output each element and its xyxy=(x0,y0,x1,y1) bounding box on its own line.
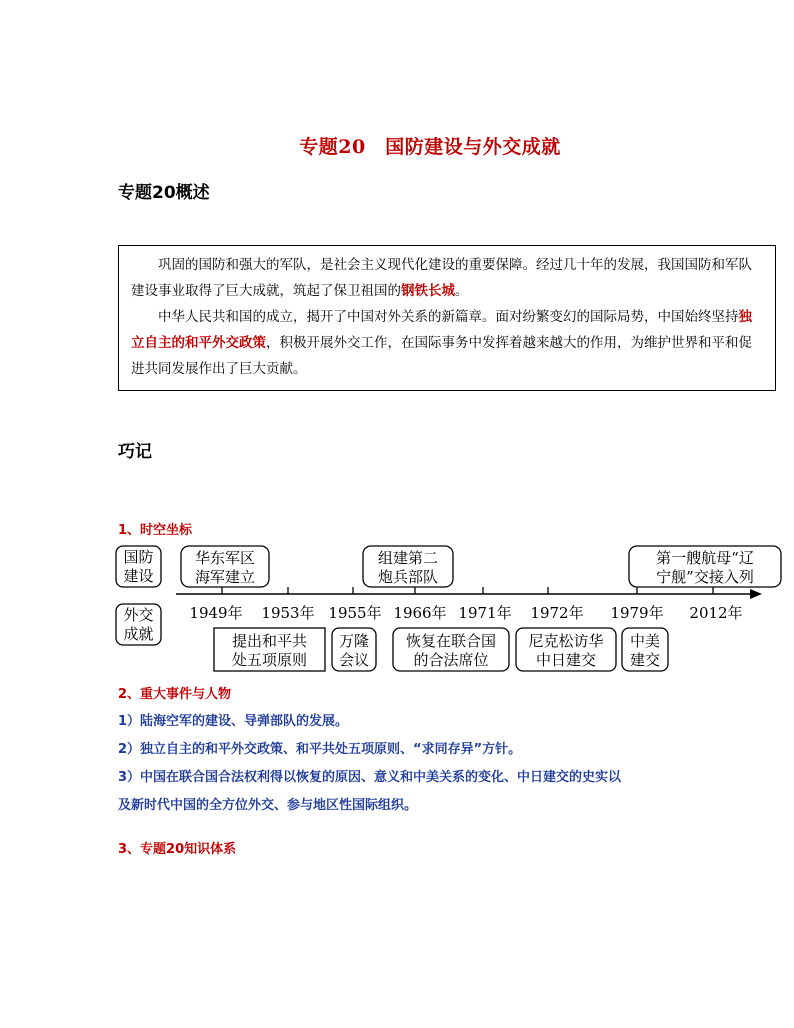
highlight-foreign-policy: 独立自主的和平外交政策 xyxy=(131,309,752,351)
svg-text:尼克松访华: 尼克松访华 xyxy=(528,632,604,650)
svg-text:外交: 外交 xyxy=(123,606,154,624)
year-label: 1949年 xyxy=(189,604,243,622)
list-item: 1）陆海空军的建设、导弹部队的发展。 xyxy=(118,714,349,729)
list-item: 2）独立自主的和平外交政策、和平共处五项原则、“求同存异”方针。 xyxy=(118,742,522,757)
svg-text:中日建交: 中日建交 xyxy=(535,651,597,669)
svg-text:宁舰”交接入列: 宁舰”交接入列 xyxy=(656,568,754,586)
svg-text:国防: 国防 xyxy=(123,548,154,566)
section-3-heading: 3、专题20知识体系 xyxy=(118,842,237,857)
svg-text:处五项原则: 处五项原则 xyxy=(231,651,308,669)
summary-paragraph-2: 中华人民共和国的成立，揭开了中国对外关系的新篇章。面对纷繁变幻的国际局势，中国始终坚持独立自主的和平外交政策，积极开展外交工作，在国际事务中发挥着越来越大的作用，为维护世界和平和促进共同发展作出了巨大贡献。 xyxy=(131,309,752,377)
svg-text:第一艘航母“辽: 第一艘航母“辽 xyxy=(656,549,754,567)
memory-heading: 巧记 xyxy=(118,442,152,462)
section-2-heading: 2、重大事件与人物 xyxy=(118,687,232,702)
svg-text:提出和平共: 提出和平共 xyxy=(231,632,308,650)
list-item: 及新时代中国的全方位外交、参与地区性国际组织。 xyxy=(118,798,418,813)
svg-text:建交: 建交 xyxy=(629,651,661,669)
diplomacy-event-nixon-japan xyxy=(516,628,616,671)
svg-text:华东军区: 华东军区 xyxy=(194,549,256,567)
year-label: 1953年 xyxy=(261,604,315,622)
svg-text:组建第二: 组建第二 xyxy=(377,549,439,567)
highlight-steel-wall: 钢铁长城 xyxy=(401,283,455,299)
timeline-arrow-icon xyxy=(750,589,762,599)
diplomacy-event-five-principles xyxy=(214,628,325,671)
svg-text:万隆: 万隆 xyxy=(338,632,370,650)
section-1-heading: 1、时空坐标 xyxy=(118,523,193,538)
row-label-defense xyxy=(116,546,161,587)
row-label-diplomacy xyxy=(116,604,161,645)
list-item: 3）中国在联合国合法权利得以恢复的原因、意义和中美关系的变化、中日建交的史实以 xyxy=(118,770,622,785)
defense-event-artillery xyxy=(363,546,453,587)
year-label: 1955年 xyxy=(328,604,382,622)
year-label: 1979年 xyxy=(610,604,664,622)
overview-heading: 专题20概述 xyxy=(118,183,210,203)
defense-event-navy xyxy=(181,546,269,587)
defense-event-carrier xyxy=(629,546,781,587)
diplomacy-event-un-seat xyxy=(393,628,509,671)
svg-text:的合法席位: 的合法席位 xyxy=(413,651,489,669)
year-label: 1971年 xyxy=(458,604,512,622)
year-label: 1972年 xyxy=(530,604,584,622)
svg-text:成就: 成就 xyxy=(123,625,154,643)
year-label: 2012年 xyxy=(689,604,743,622)
svg-text:恢复在联合国: 恢复在联合国 xyxy=(405,632,497,650)
summary-paragraph-1: 巩固的国防和强大的军队，是社会主义现代化建设的重要保障。经过几十年的发展，我国国防和军队建设事业取得了巨大成就，筑起了保卫祖国的钢铁长城。 xyxy=(131,257,752,299)
svg-text:会议: 会议 xyxy=(338,651,370,669)
timeline-ticks xyxy=(222,587,713,594)
diplomacy-event-bandung xyxy=(332,628,376,671)
svg-text:海军建立: 海军建立 xyxy=(194,568,256,586)
diplomacy-event-china-us xyxy=(622,628,668,671)
page-title: 专题20 国防建设与外交成就 xyxy=(299,136,561,158)
svg-text:炮兵部队: 炮兵部队 xyxy=(377,568,439,586)
timeline-years xyxy=(189,604,742,622)
svg-text:建设: 建设 xyxy=(123,567,154,585)
year-label: 1966年 xyxy=(393,604,447,622)
svg-text:中美: 中美 xyxy=(629,632,661,650)
